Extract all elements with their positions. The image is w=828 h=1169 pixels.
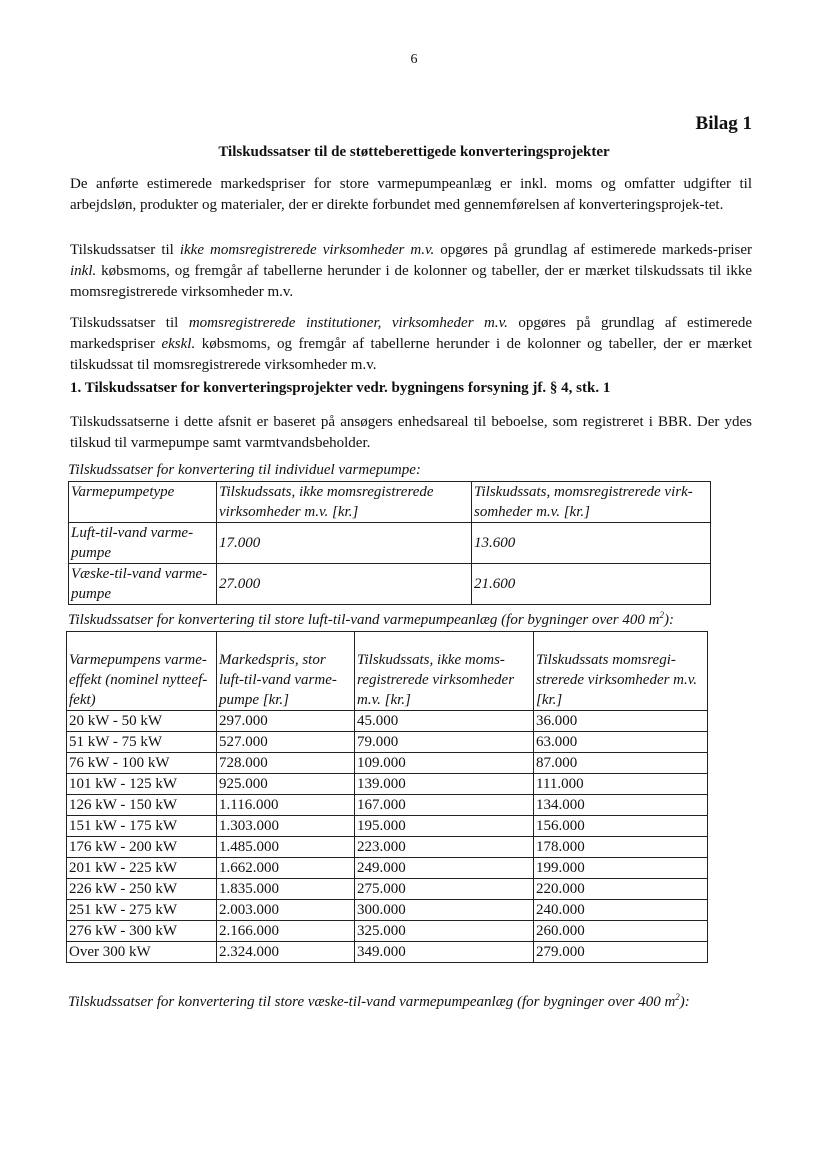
value-cell: 111.000 [534, 774, 708, 795]
table-body [67, 711, 708, 963]
value-cell: 260.000 [534, 921, 708, 942]
value-cell: 13.600 [472, 523, 711, 564]
section-1-heading: 1. Tilskudssatser for konverteringsprojekter vedr. bygningens forsyning jf. § 4, stk. 1 [70, 380, 611, 396]
table-row [67, 837, 708, 858]
value-cell: 2.003.000 [217, 900, 355, 921]
table-row [67, 942, 708, 963]
value-cell: 1.835.000 [217, 879, 355, 900]
table-row [67, 900, 708, 921]
value-cell: 63.000 [534, 732, 708, 753]
non-vat-paragraph: Tilskudssatser til ikke momsregistrerede virksomheder m.v. opgøres på grundlag af estimerede markeds-priser inkl. købsmoms, og fremgår af tabellerne herunder i de kolonner og tabeller, der er mærket tilskudssats til ikke momsregistrerede virksomheder m.v. [70, 242, 752, 300]
value-cell: 21.600 [472, 564, 711, 605]
header-cell: Tilskudssats, ikke moms-registrerede virksomheder m.v. [kr.] [355, 632, 534, 711]
header-cell: Varmepumpetype [69, 482, 217, 523]
value-cell: 134.000 [534, 795, 708, 816]
power-range-cell: 226 kW - 250 kW [67, 879, 217, 900]
table-row [67, 795, 708, 816]
power-range-cell: 276 kW - 300 kW [67, 921, 217, 942]
power-range-cell: 251 kW - 275 kW [67, 900, 217, 921]
power-range-cell: 126 kW - 150 kW [67, 795, 217, 816]
page-number: 6 [410, 52, 418, 67]
power-range-cell: 176 kW - 200 kW [67, 837, 217, 858]
value-cell: 220.000 [534, 879, 708, 900]
value-cell: 139.000 [355, 774, 534, 795]
individual-heat-pump-table [68, 481, 711, 605]
type-cell: Væske-til-vand varme-pumpe [69, 564, 217, 605]
value-cell: 36.000 [534, 711, 708, 732]
value-cell: 349.000 [355, 942, 534, 963]
appendix-label: Bilag 1 [695, 113, 752, 134]
value-cell: 109.000 [355, 753, 534, 774]
value-cell: 79.000 [355, 732, 534, 753]
value-cell: 240.000 [534, 900, 708, 921]
value-cell: 728.000 [217, 753, 355, 774]
table-header-row [69, 482, 711, 523]
table-row [67, 753, 708, 774]
intro-paragraph: De anførte estimerede markedspriser for store varmepumpeanlæg er inkl. moms og omfatter udgifter til arbejdsløn, produkter og materialer, der er direkte forbundet med gennemførelsen af konverteringsprojek-tet. [70, 176, 752, 213]
value-cell: 87.000 [534, 753, 708, 774]
table-row [69, 564, 711, 605]
section-1-paragraph: Tilskudssatserne i dette afsnit er baseret på ansøgers enhedsareal til beboelse, som registreret i BBR. Der ydes tilskud til varmepumpe samt varmtvandsbeholder. [70, 414, 752, 451]
value-cell: 279.000 [534, 942, 708, 963]
value-cell: 167.000 [355, 795, 534, 816]
value-cell: 1.116.000 [217, 795, 355, 816]
power-range-cell: 51 kW - 75 kW [67, 732, 217, 753]
table-row [67, 774, 708, 795]
power-range-cell: 151 kW - 175 kW [67, 816, 217, 837]
header-cell: Tilskudssats, momsregistrerede virk-somheder m.v. [kr.] [472, 482, 711, 523]
value-cell: 275.000 [355, 879, 534, 900]
value-cell: 1.485.000 [217, 837, 355, 858]
power-range-cell: 101 kW - 125 kW [67, 774, 217, 795]
value-cell: 17.000 [217, 523, 472, 564]
table1-caption: Tilskudssatser for konvertering til individuel varmepumpe: [68, 462, 421, 478]
document-title: Tilskudssatser til de støtteberettigede konverteringsprojekter [218, 144, 610, 160]
table-row [67, 711, 708, 732]
value-cell: 300.000 [355, 900, 534, 921]
value-cell: 199.000 [534, 858, 708, 879]
header-cell: Varmepumpens varme-effekt (nominel nytteef-fekt) [67, 632, 217, 711]
value-cell: 527.000 [217, 732, 355, 753]
table-row [67, 879, 708, 900]
value-cell: 325.000 [355, 921, 534, 942]
table-header-row [67, 632, 708, 711]
value-cell: 2.166.000 [217, 921, 355, 942]
value-cell: 1.303.000 [217, 816, 355, 837]
value-cell: 156.000 [534, 816, 708, 837]
value-cell: 223.000 [355, 837, 534, 858]
value-cell: 925.000 [217, 774, 355, 795]
power-range-cell: 20 kW - 50 kW [67, 711, 217, 732]
value-cell: 2.324.000 [217, 942, 355, 963]
table-row [67, 858, 708, 879]
large-air-to-water-table [66, 631, 708, 963]
table3-caption: Tilskudssatser for konvertering til store væske-til-vand varmepumpeanlæg (for bygninger over 400 $m^2$): [68, 992, 690, 1010]
value-cell: 297.000 [217, 711, 355, 732]
value-cell: 45.000 [355, 711, 534, 732]
table-row [67, 816, 708, 837]
power-range-cell: 76 kW - 100 kW [67, 753, 217, 774]
table-row [67, 921, 708, 942]
header-cell: Tilskudssats, ikke momsregistrerede virksomheder m.v. [kr.] [217, 482, 472, 523]
value-cell: 249.000 [355, 858, 534, 879]
power-range-cell: Over 300 kW [67, 942, 217, 963]
type-cell: Luft-til-vand varme-pumpe [69, 523, 217, 564]
power-range-cell: 201 kW - 225 kW [67, 858, 217, 879]
table-row [69, 523, 711, 564]
vat-paragraph: Tilskudssatser til momsregistrerede institutioner, virksomheder m.v. opgøres på grundlag af estimerede markedspriser ekskl. købsmoms, og fremgår af tabellerne herunder i de kolonner og tabeller, der er mærket tilskudssat til momsregistrerede virksomheder m.v. [70, 315, 752, 373]
value-cell: 178.000 [534, 837, 708, 858]
header-cell: Tilskudssats momsregi-strerede virksomheder m.v. [kr.] [534, 632, 708, 711]
table2-caption: Tilskudssatser for konvertering til store luft-til-vand varmepumpeanlæg (for bygninger over 400 $m^2$): [68, 610, 674, 628]
value-cell: 195.000 [355, 816, 534, 837]
header-cell: Markedspris, stor luft-til-vand varme-pumpe [kr.] [217, 632, 355, 711]
value-cell: 1.662.000 [217, 858, 355, 879]
value-cell: 27.000 [217, 564, 472, 605]
table-row [67, 732, 708, 753]
